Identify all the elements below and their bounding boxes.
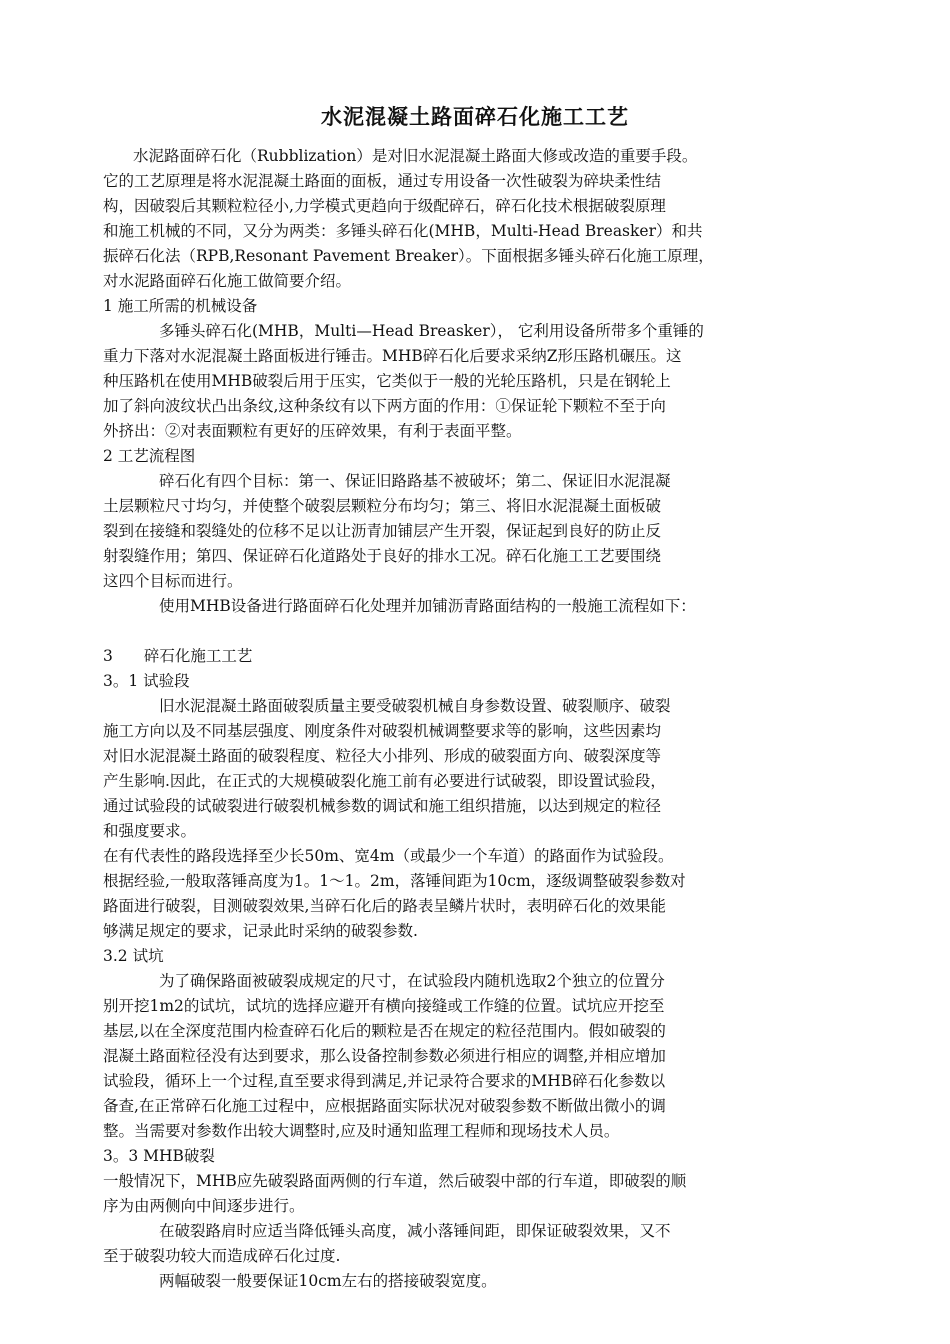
text-line: 加了斜向波纹状凸出条纹,这种条纹有以下两方面的作用：①保证轮下颗粒不至于向 — [103, 397, 666, 415]
text-line: 别开挖1m2的试坑，试坑的选择应避开有横向接缝或工作缝的位置。试坑应开挖至 — [103, 997, 665, 1015]
text-line: 对水泥路面碎石化施工做简要介绍。 — [103, 272, 352, 290]
text-line: 在破裂路肩时应适当降低锤头高度，减小落锤间距，即保证破裂效果，又不 — [159, 1222, 671, 1240]
text-line: 2 工艺流程图 — [103, 447, 196, 465]
text-line: 构，因破裂后其颗粒粒径小,力学模式更趋向于级配碎石，碎石化技术根据破裂原理 — [103, 197, 666, 215]
text-line: 射裂缝作用；第四、保证碎石化道路处于良好的排水工况。碎石化施工工艺要围绕 — [103, 547, 662, 565]
text-line: 为了确保路面被破裂成规定的尺寸，在试验段内随机选取2个独立的位置分 — [159, 972, 665, 990]
text-line: 1 施工所需的机械设备 — [103, 297, 258, 315]
text-line: 多锤头碎石化(MHB，Multi—Head Breasker）， 它利用设备所带多个重锤的 — [159, 322, 704, 340]
text-line: 序为由两侧向中间逐步进行。 — [103, 1197, 305, 1215]
text-line: 种压路机在使用MHB破裂后用于压实，它类似于一般的光轮压路机，只是在钢轮上 — [103, 372, 671, 390]
text-line: 它的工艺原理是将水泥混凝土路面的面板，通过专用设备一次性破裂为碎块柔性结 — [103, 172, 662, 190]
text-line: 重力下落对水泥混凝土路面板进行锤击。MHB碎石化后要求采纳Z形压路机碾压。这 — [103, 347, 682, 365]
text-line: 3。1 试验段 — [103, 672, 190, 690]
text-line: 3 碎石化施工工艺 — [103, 647, 253, 665]
text-line: 旧水泥混凝土路面破裂质量主要受破裂机械自身参数设置、破裂顺序、破裂 — [159, 697, 671, 715]
text-line: 和强度要求。 — [103, 822, 197, 840]
text-line: 外挤出：②对表面颗粒有更好的压碎效果，有利于表面平整。 — [103, 422, 522, 440]
text-line: 试验段，循环上一个过程,直至要求得到满足,并记录符合要求的MHB碎石化参数以 — [103, 1072, 666, 1090]
text-line: 通过试验段的试破裂进行破裂机械参数的调试和施工组织措施，以达到规定的粒径 — [103, 797, 662, 815]
text-line: 水泥路面碎石化（Rubblization）是对旧水泥混凝土路面大修或改造的重要手段。 — [133, 147, 698, 165]
text-line: 一般情况下，MHB应先破裂路面两侧的行车道，然后破裂中部的行车道，即破裂的顺 — [103, 1172, 687, 1190]
text-line: 根据经验,一般取落锤高度为1。1～1。2m，落锤间距为10cm，逐级调整破裂参数对 — [103, 872, 686, 890]
text-line: 混凝土路面粒径没有达到要求，那么设备控制参数必须进行相应的调整,并相应增加 — [103, 1047, 666, 1065]
text-line: 整。当需要对参数作出较大调整时,应及时通知监理工程师和现场技术人员。 — [103, 1122, 620, 1140]
text-line: 和施工机械的不同，又分为两类：多锤头碎石化(MHB，Multi-Head Breasker）和共 — [103, 222, 703, 240]
text-line: 土层颗粒尺寸均匀，并使整个破裂层颗粒分布均匀；第三、将旧水泥混凝土面板破 — [103, 497, 662, 515]
text-line: 裂到在接缝和裂缝处的位移不足以让沥青加铺层产生开裂，保证起到良好的防止反 — [103, 522, 662, 540]
text-line: 备查,在正常碎石化施工过程中，应根据路面实际状况对破裂参数不断做出微小的调 — [103, 1097, 666, 1115]
text-line: 够满足规定的要求，记录此时采纳的破裂参数. — [103, 922, 418, 940]
text-line: 施工方向以及不同基层强度、刚度条件对破裂机械调整要求等的影响，这些因素均 — [103, 722, 662, 740]
text-line: 振碎石化法（RPB,Resonant Pavement Breaker）。下面根据多锤头碎石化施工原理， — [103, 247, 714, 265]
text-line: 产生影响.因此，在正式的大规模破裂化施工前有必要进行试破裂，即设置试验段， — [103, 772, 666, 790]
page-title: 水泥混凝土路面碎石化施工工艺 — [321, 105, 629, 129]
text-line: 碎石化有四个目标：第一、保证旧路路基不被破坏；第二、保证旧水泥混凝 — [159, 472, 671, 490]
text-line: 在有代表性的路段选择至少长50m、宽4m（或最少一个车道）的路面作为试验段。 — [103, 847, 674, 865]
text-line: 这四个目标而进行。 — [103, 572, 243, 590]
text-line: 至于破裂功较大而造成碎石化过度. — [103, 1247, 341, 1265]
document-body — [103, 144, 815, 1294]
text-line: 使用MHB设备进行路面碎石化处理并加铺沥青路面结构的一般施工流程如下： — [159, 597, 696, 615]
text-line: 3。3 MHB破裂 — [103, 1147, 215, 1165]
text-line: 3.2 试坑 — [103, 947, 164, 965]
text-line: 路面进行破裂，目测破裂效果,当碎石化后的路表呈鳞片状时，表明碎石化的效果能 — [103, 897, 666, 915]
text-line: 基层,以在全深度范围内检查碎石化后的颗粒是否在规定的粒径范围内。假如破裂的 — [103, 1022, 666, 1040]
text-line: 对旧水泥混凝土路面的破裂程度、粒径大小排列、形成的破裂面方向、破裂深度等 — [103, 747, 662, 765]
blank-line — [103, 619, 815, 644]
text-line: 两幅破裂一般要保证10cm左右的搭接破裂宽度。 — [159, 1272, 497, 1290]
